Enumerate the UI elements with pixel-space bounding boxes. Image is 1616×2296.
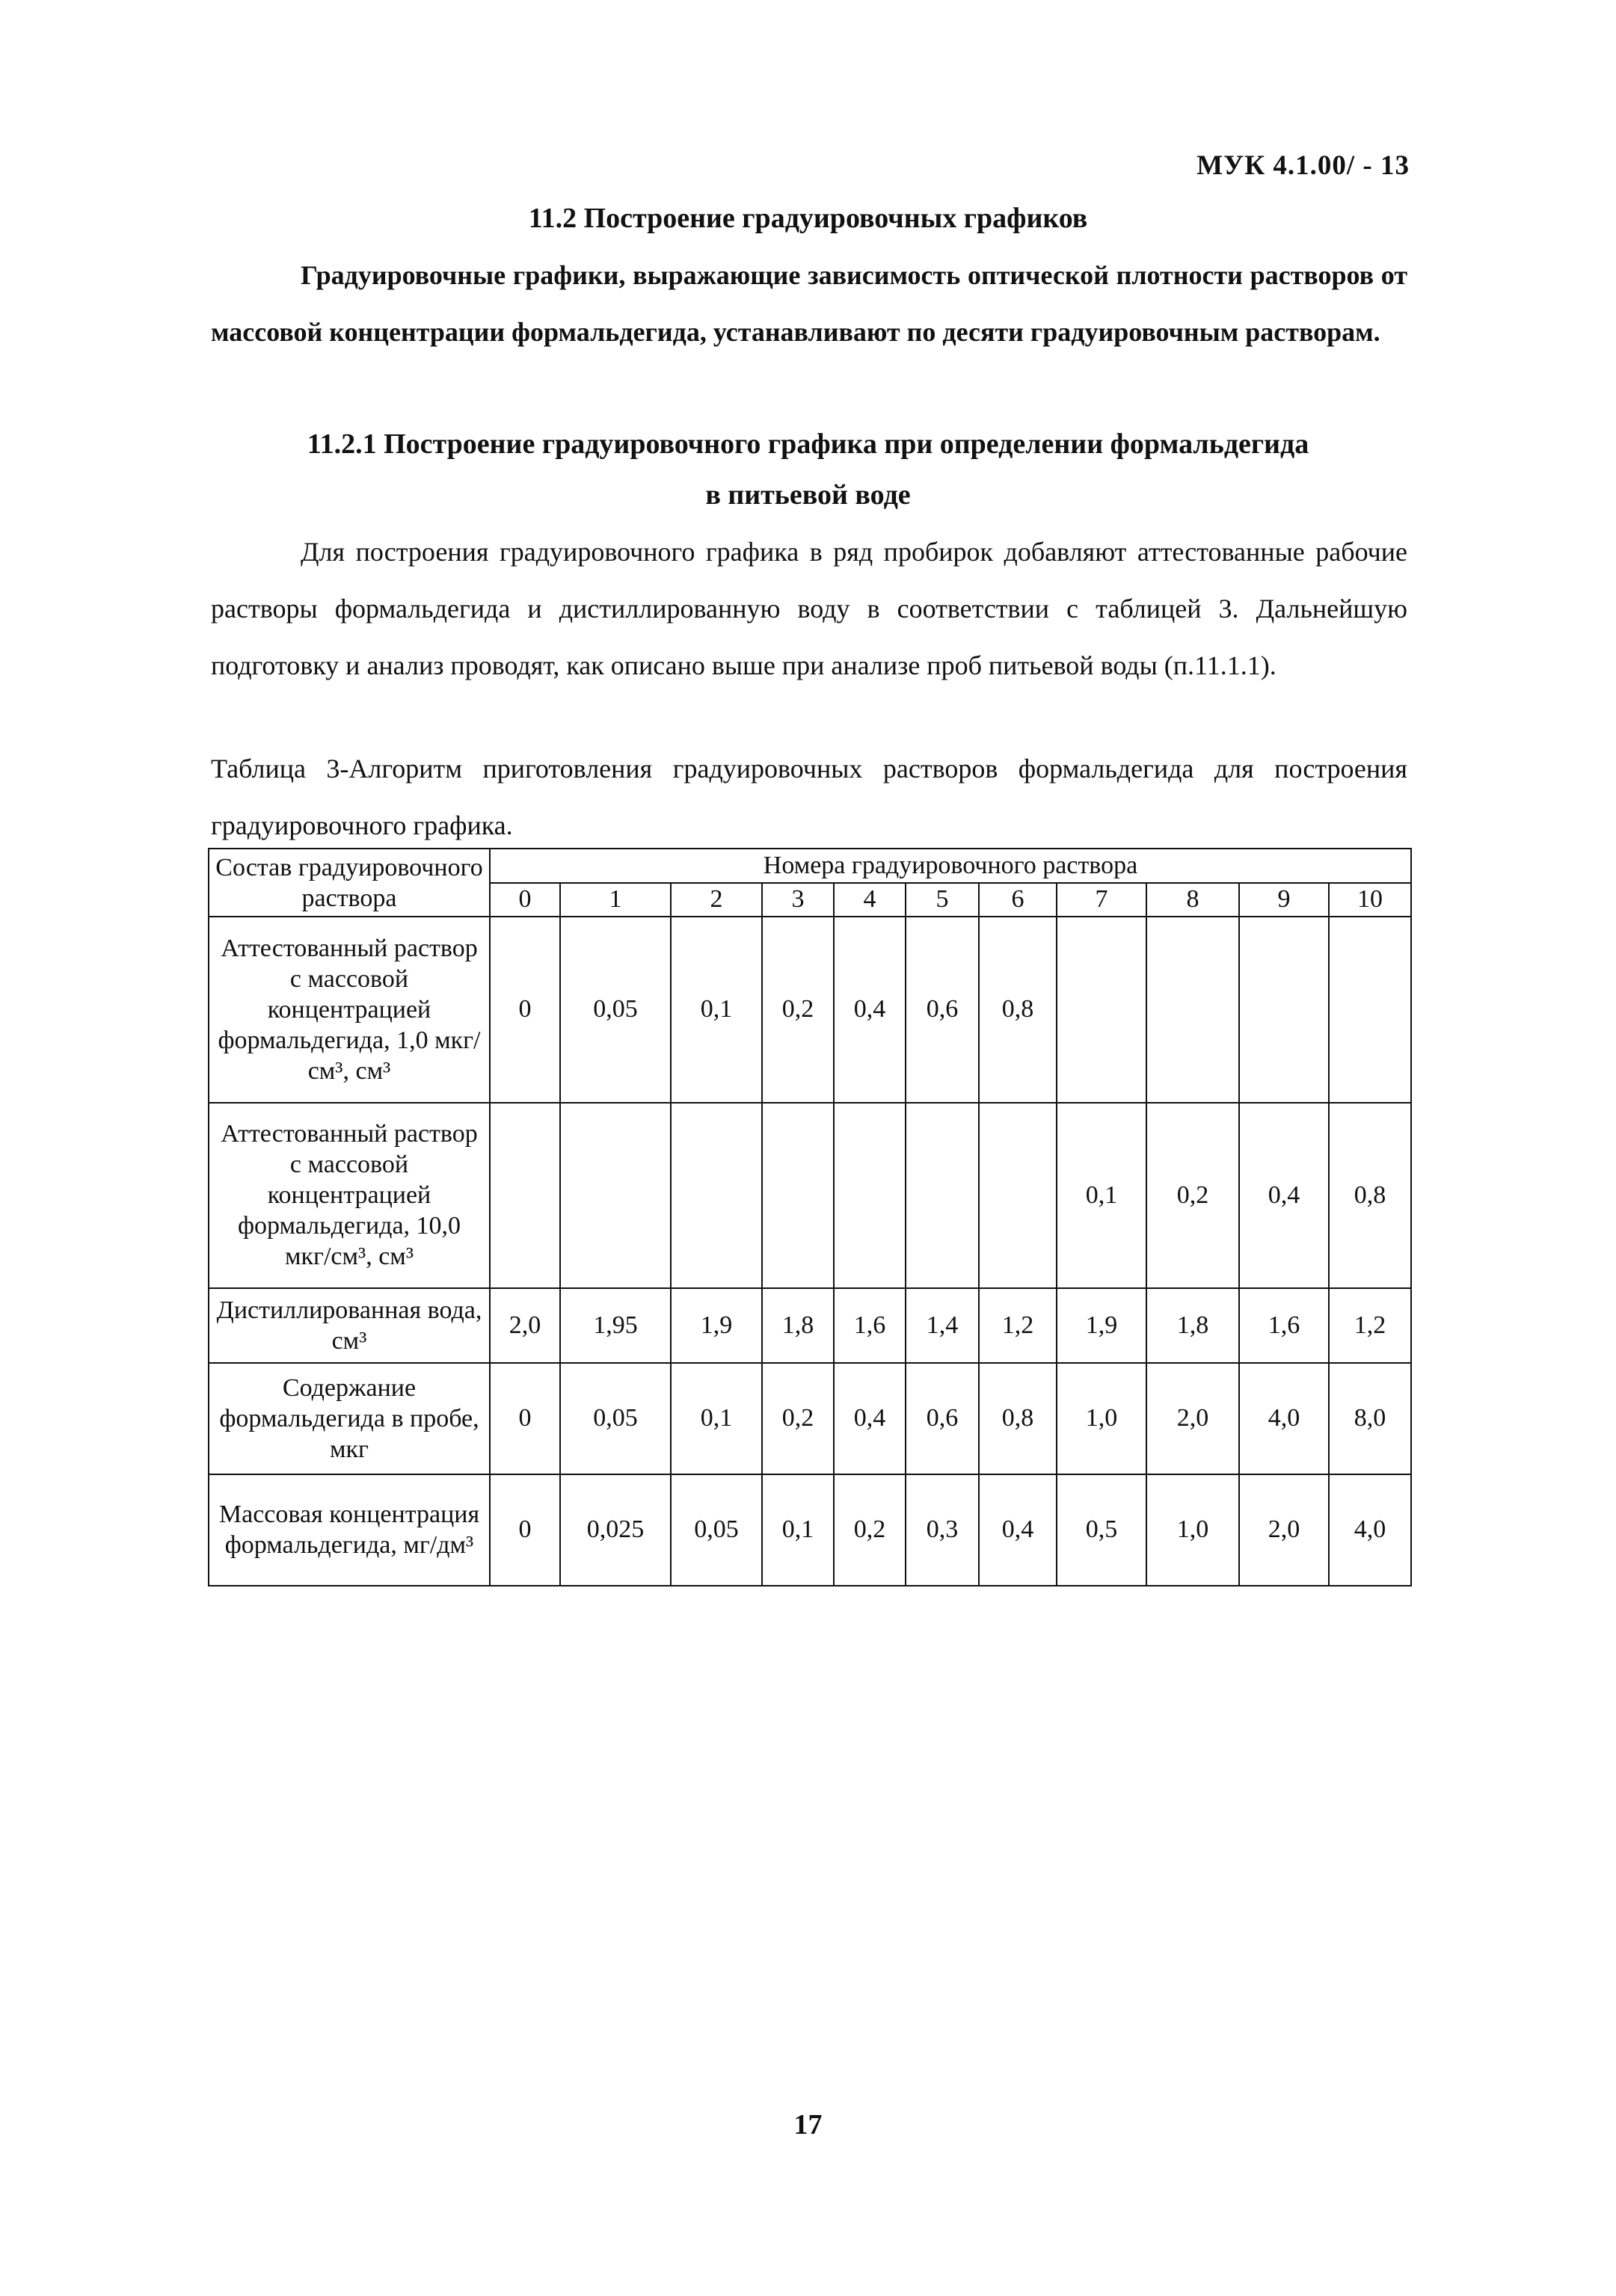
table-cell: 0,1 bbox=[671, 1363, 762, 1474]
row-header: Дистиллированная вода, см³ bbox=[209, 1288, 490, 1362]
column-header: 9 bbox=[1239, 883, 1329, 917]
table-cell: 2,0 bbox=[1239, 1474, 1329, 1586]
table-cell: 1,8 bbox=[1146, 1288, 1239, 1362]
table-cell: 1,8 bbox=[762, 1288, 834, 1362]
table-cell: 0,2 bbox=[762, 917, 834, 1103]
table-cell: 0,1 bbox=[762, 1474, 834, 1586]
table-cell: 0,05 bbox=[671, 1474, 762, 1586]
column-header: 2 bbox=[671, 883, 762, 917]
page-number: 17 bbox=[793, 2109, 823, 2140]
table-cell: 0,8 bbox=[979, 917, 1057, 1103]
table-cell: 1,2 bbox=[1329, 1288, 1411, 1362]
table-cell: 0,025 bbox=[560, 1474, 671, 1586]
table-cell bbox=[1057, 917, 1146, 1103]
row-header: Аттестованный раствор с массовой концентрацией формальдегида, 1,0 мкг/см³, см³ bbox=[209, 917, 490, 1103]
group-header: Номера градуировочного раствора bbox=[490, 849, 1411, 883]
row-header: Массовая концентрация формальдегида, мг/дм³ bbox=[209, 1474, 490, 1586]
table-row bbox=[209, 1363, 1411, 1474]
calibration-table bbox=[208, 848, 1412, 1586]
table-cell: 1,95 bbox=[560, 1288, 671, 1362]
table-cell bbox=[834, 1103, 906, 1289]
table-cell: 0,05 bbox=[560, 917, 671, 1103]
table-cell bbox=[1146, 917, 1239, 1103]
table-cell bbox=[1329, 917, 1411, 1103]
table-cell: 1,9 bbox=[671, 1288, 762, 1362]
section-title: 11.2 Построение градуировочных графиков bbox=[528, 203, 1088, 234]
subsection-paragraph: Для построения градуировочного графика в ряд пробирок добавляют аттестованные рабочие растворы формальдегида и дистиллированную воду в соответствии с таблицей 3. Дальнейшую подготовку и анализ проводят, как описано выше при анализе проб питьевой воды (п.11.1.1). bbox=[211, 537, 1407, 680]
document-code: МУК 4.1.00/ - 13 bbox=[1196, 150, 1410, 181]
table-cell bbox=[979, 1103, 1057, 1289]
table-cell: 0,3 bbox=[906, 1474, 979, 1586]
table-cell: 8,0 bbox=[1329, 1363, 1411, 1474]
table-cell: 0,2 bbox=[1146, 1103, 1239, 1289]
table-cell: 0,05 bbox=[560, 1363, 671, 1474]
table-cell: 0 bbox=[490, 1363, 560, 1474]
table-cell: 1,0 bbox=[1146, 1474, 1239, 1586]
table-row bbox=[209, 1474, 1411, 1586]
subsection-title-line1: 11.2.1 Построение градуировочного графика при определении формальдегида bbox=[307, 428, 1309, 460]
table-cell: 4,0 bbox=[1239, 1363, 1329, 1474]
table-cell: 0,4 bbox=[979, 1474, 1057, 1586]
table-cell bbox=[762, 1103, 834, 1289]
table-cell: 4,0 bbox=[1329, 1474, 1411, 1586]
table-cell: 0,6 bbox=[906, 917, 979, 1103]
column-header: 5 bbox=[906, 883, 979, 917]
column-header: 3 bbox=[762, 883, 834, 917]
row-header: Содержание формальдегида в пробе, мкг bbox=[209, 1363, 490, 1474]
table-cell bbox=[906, 1103, 979, 1289]
table-cell bbox=[1239, 917, 1329, 1103]
table-cell: 0,4 bbox=[1239, 1103, 1329, 1289]
table-cell: 0,5 bbox=[1057, 1474, 1146, 1586]
table-cell: 2,0 bbox=[490, 1288, 560, 1362]
table-cell: 0,4 bbox=[834, 917, 906, 1103]
table-cell: 0,2 bbox=[834, 1474, 906, 1586]
column-header: 8 bbox=[1146, 883, 1239, 917]
column-header: 10 bbox=[1329, 883, 1411, 917]
table-cell: 1,9 bbox=[1057, 1288, 1146, 1362]
table-cell: 0,1 bbox=[671, 917, 762, 1103]
column-header: 4 bbox=[834, 883, 906, 917]
column-header: 0 bbox=[490, 883, 560, 917]
table-cell: 0,2 bbox=[762, 1363, 834, 1474]
row-header: Аттестованный раствор с массовой концентрацией формальдегида, 10,0 мкг/см³, см³ bbox=[209, 1103, 490, 1289]
table-row bbox=[209, 1103, 1411, 1289]
table-cell: 0,8 bbox=[979, 1363, 1057, 1474]
corner-header: Состав градуировочного раствора bbox=[209, 849, 490, 917]
table-cell bbox=[671, 1103, 762, 1289]
table-cell: 0,8 bbox=[1329, 1103, 1411, 1289]
table-cell: 1,2 bbox=[979, 1288, 1057, 1362]
table-row bbox=[209, 917, 1411, 1103]
table-caption: Таблица 3-Алгоритм приготовления градуировочных растворов формальдегида для построения градуировочного графика. bbox=[211, 754, 1407, 840]
subsection-title-line2: в питьевой воде bbox=[705, 479, 911, 511]
table-cell: 1,6 bbox=[1239, 1288, 1329, 1362]
table-cell: 2,0 bbox=[1146, 1363, 1239, 1474]
table-cell: 0 bbox=[490, 1474, 560, 1586]
table-cell: 0 bbox=[490, 917, 560, 1103]
table-cell: 1,6 bbox=[834, 1288, 906, 1362]
table-cell: 0,4 bbox=[834, 1363, 906, 1474]
table-cell: 1,0 bbox=[1057, 1363, 1146, 1474]
column-header: 6 bbox=[979, 883, 1057, 917]
table-row bbox=[209, 1288, 1411, 1362]
section-paragraph: Градуировочные графики, выражающие зависимость оптической плотности растворов от массовой концентрации формальдегида, устанавливают по десяти градуировочным растворам. bbox=[211, 260, 1407, 347]
table-cell: 0,1 bbox=[1057, 1103, 1146, 1289]
table-cell bbox=[560, 1103, 671, 1289]
column-header: 1 bbox=[560, 883, 671, 917]
table-cell: 0,6 bbox=[906, 1363, 979, 1474]
table-cell bbox=[490, 1103, 560, 1289]
column-header: 7 bbox=[1057, 883, 1146, 917]
table-cell: 1,4 bbox=[906, 1288, 979, 1362]
